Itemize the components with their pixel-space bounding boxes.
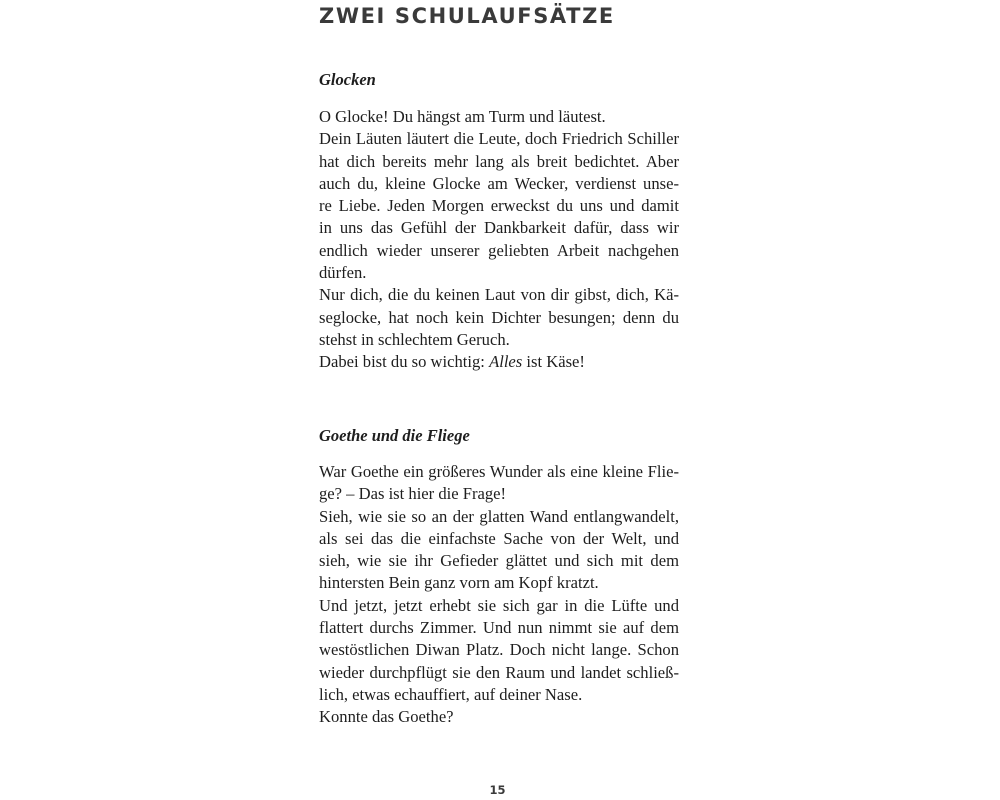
text-line: Nur dich, die du keinen Laut von dir gibst, dich, Kä- bbox=[319, 285, 679, 305]
page-number: 15 bbox=[489, 783, 506, 797]
emphasized-word: Alles bbox=[489, 352, 523, 372]
text-line: stehst in schlechtem Geruch. bbox=[319, 329, 510, 349]
text-line: auch du, kleine Glocke am Wecker, verdienst unse- bbox=[319, 173, 679, 193]
text-line: westöstlichen Diwan Platz. Doch nicht lange. Schon bbox=[319, 640, 679, 660]
text-line: endlich wieder unserer geliebten Arbeit nachgehen bbox=[319, 240, 679, 260]
text-line-final bbox=[319, 351, 679, 373]
text-segment: ist Käse! bbox=[522, 352, 585, 372]
text-line: in uns das Gefühl der Dankbarkeit dafür, dass wir bbox=[319, 218, 679, 238]
page-title: ZWEI SCHULAUFSÄTZE bbox=[319, 4, 615, 28]
text-line: Und jetzt, jetzt erhebt sie sich gar in die Lüfte und bbox=[319, 595, 679, 615]
essay-heading-goethe: Goethe und die Fliege bbox=[319, 426, 470, 445]
text-line: sieh, wie sie ihr Gefieder glättet und sich mit dem bbox=[319, 551, 679, 571]
text-line: flattert durchs Zimmer. Und nun nimmt sie auf dem bbox=[319, 618, 679, 638]
essay-heading-glocken: Glocken bbox=[319, 70, 376, 89]
text-line: ge? – Das ist hier die Frage! bbox=[319, 484, 507, 504]
text-line: O Glocke! Du hängst am Turm und läutest. bbox=[319, 107, 606, 126]
text-line: wieder durchpflügt sie den Raum und landet schließ- bbox=[319, 662, 679, 682]
essay-body-goethe bbox=[319, 461, 679, 729]
text-line: lich, etwas echauffiert, auf deiner Nase. bbox=[319, 684, 583, 704]
text-line: War Goethe ein größeres Wunder als eine kleine Flie- bbox=[319, 462, 679, 481]
text-line: hintersten Bein ganz vorn am Kopf kratzt. bbox=[319, 573, 599, 593]
text-line: seglocke, hat noch kein Dichter besungen; denn du bbox=[319, 307, 679, 327]
text-line: re Liebe. Jeden Morgen erweckst du uns und damit bbox=[319, 196, 679, 216]
text-line: hat dich bereits mehr lang als breit bedichtet. Aber bbox=[319, 151, 679, 171]
text-line: als sei das die einfachste Sache von der Welt, und bbox=[319, 528, 679, 548]
text-line: dürfen. bbox=[319, 263, 367, 283]
essay-body-glocken bbox=[319, 106, 679, 374]
text-line: Konnte das Goethe? bbox=[319, 707, 454, 727]
text-line: Dein Läuten läutert die Leute, doch Friedrich Schiller bbox=[319, 129, 679, 149]
text-segment: Dabei bist du so wichtig: bbox=[319, 352, 490, 372]
text-line: Sieh, wie sie so an der glatten Wand entlangwandelt, bbox=[319, 506, 679, 526]
